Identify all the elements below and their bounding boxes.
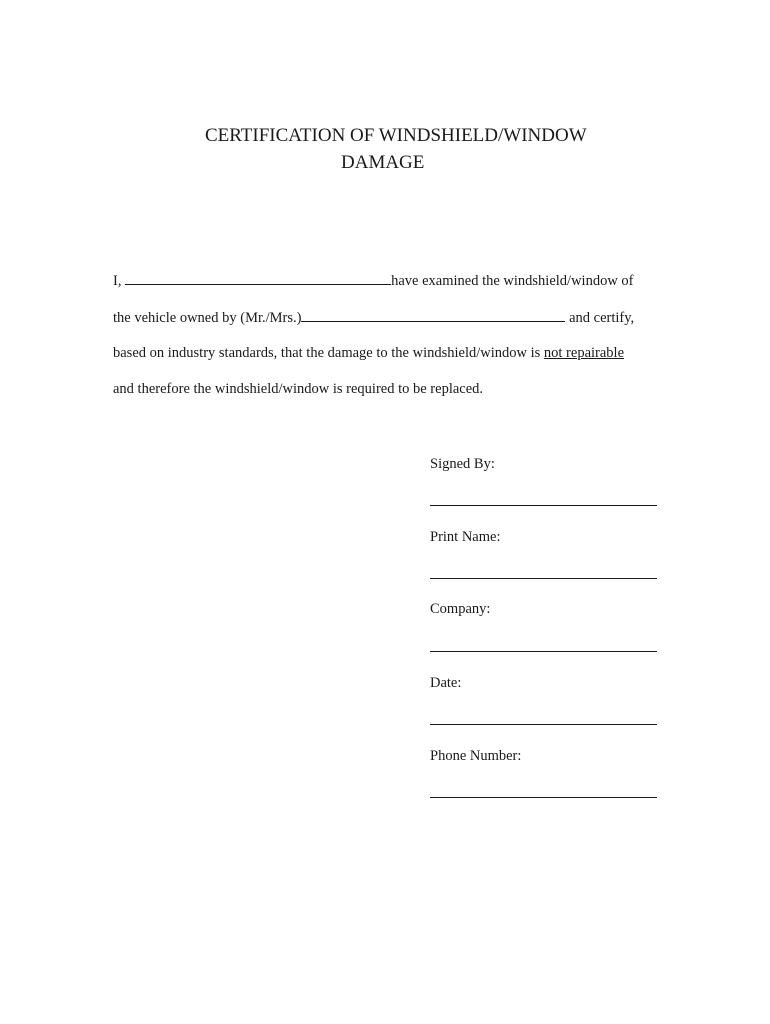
not-repairable-emphasis: not repairable: [543, 345, 625, 361]
statement-line-1-end: have examined the windshield/window of: [391, 273, 634, 289]
statement-line-2: [113, 307, 634, 327]
statement-line-4: and therefore the windshield/window is required to be replaced.: [113, 381, 484, 397]
signed-by-line[interactable]: [430, 505, 657, 506]
date-label: Date:: [430, 675, 462, 691]
phone-number-label: Phone Number:: [430, 748, 522, 764]
statement-line-1: [113, 270, 634, 290]
statement-line-2-start: the vehicle owned by (Mr./Mrs.): [113, 310, 302, 326]
company-label: Company:: [430, 601, 491, 617]
company-line[interactable]: [430, 651, 657, 652]
phone-number-line[interactable]: [430, 797, 657, 798]
statement-line-1-start: I,: [113, 273, 126, 289]
print-name-label: Print Name:: [430, 529, 501, 545]
title-line-2: DAMAGE: [341, 152, 425, 173]
signed-by-label: Signed By:: [430, 456, 495, 472]
date-line[interactable]: [430, 724, 657, 725]
print-name-line[interactable]: [430, 578, 657, 579]
statement-line-2-end: and certify,: [565, 310, 635, 326]
examiner-name-blank[interactable]: [125, 270, 391, 285]
statement-line-3: [113, 344, 624, 362]
vehicle-owner-blank[interactable]: [301, 307, 565, 322]
title-line-1: CERTIFICATION OF WINDSHIELD/WINDOW: [205, 125, 587, 146]
statement-line-3-start: based on industry standards, that the damage to the windshield/window is: [113, 345, 544, 361]
